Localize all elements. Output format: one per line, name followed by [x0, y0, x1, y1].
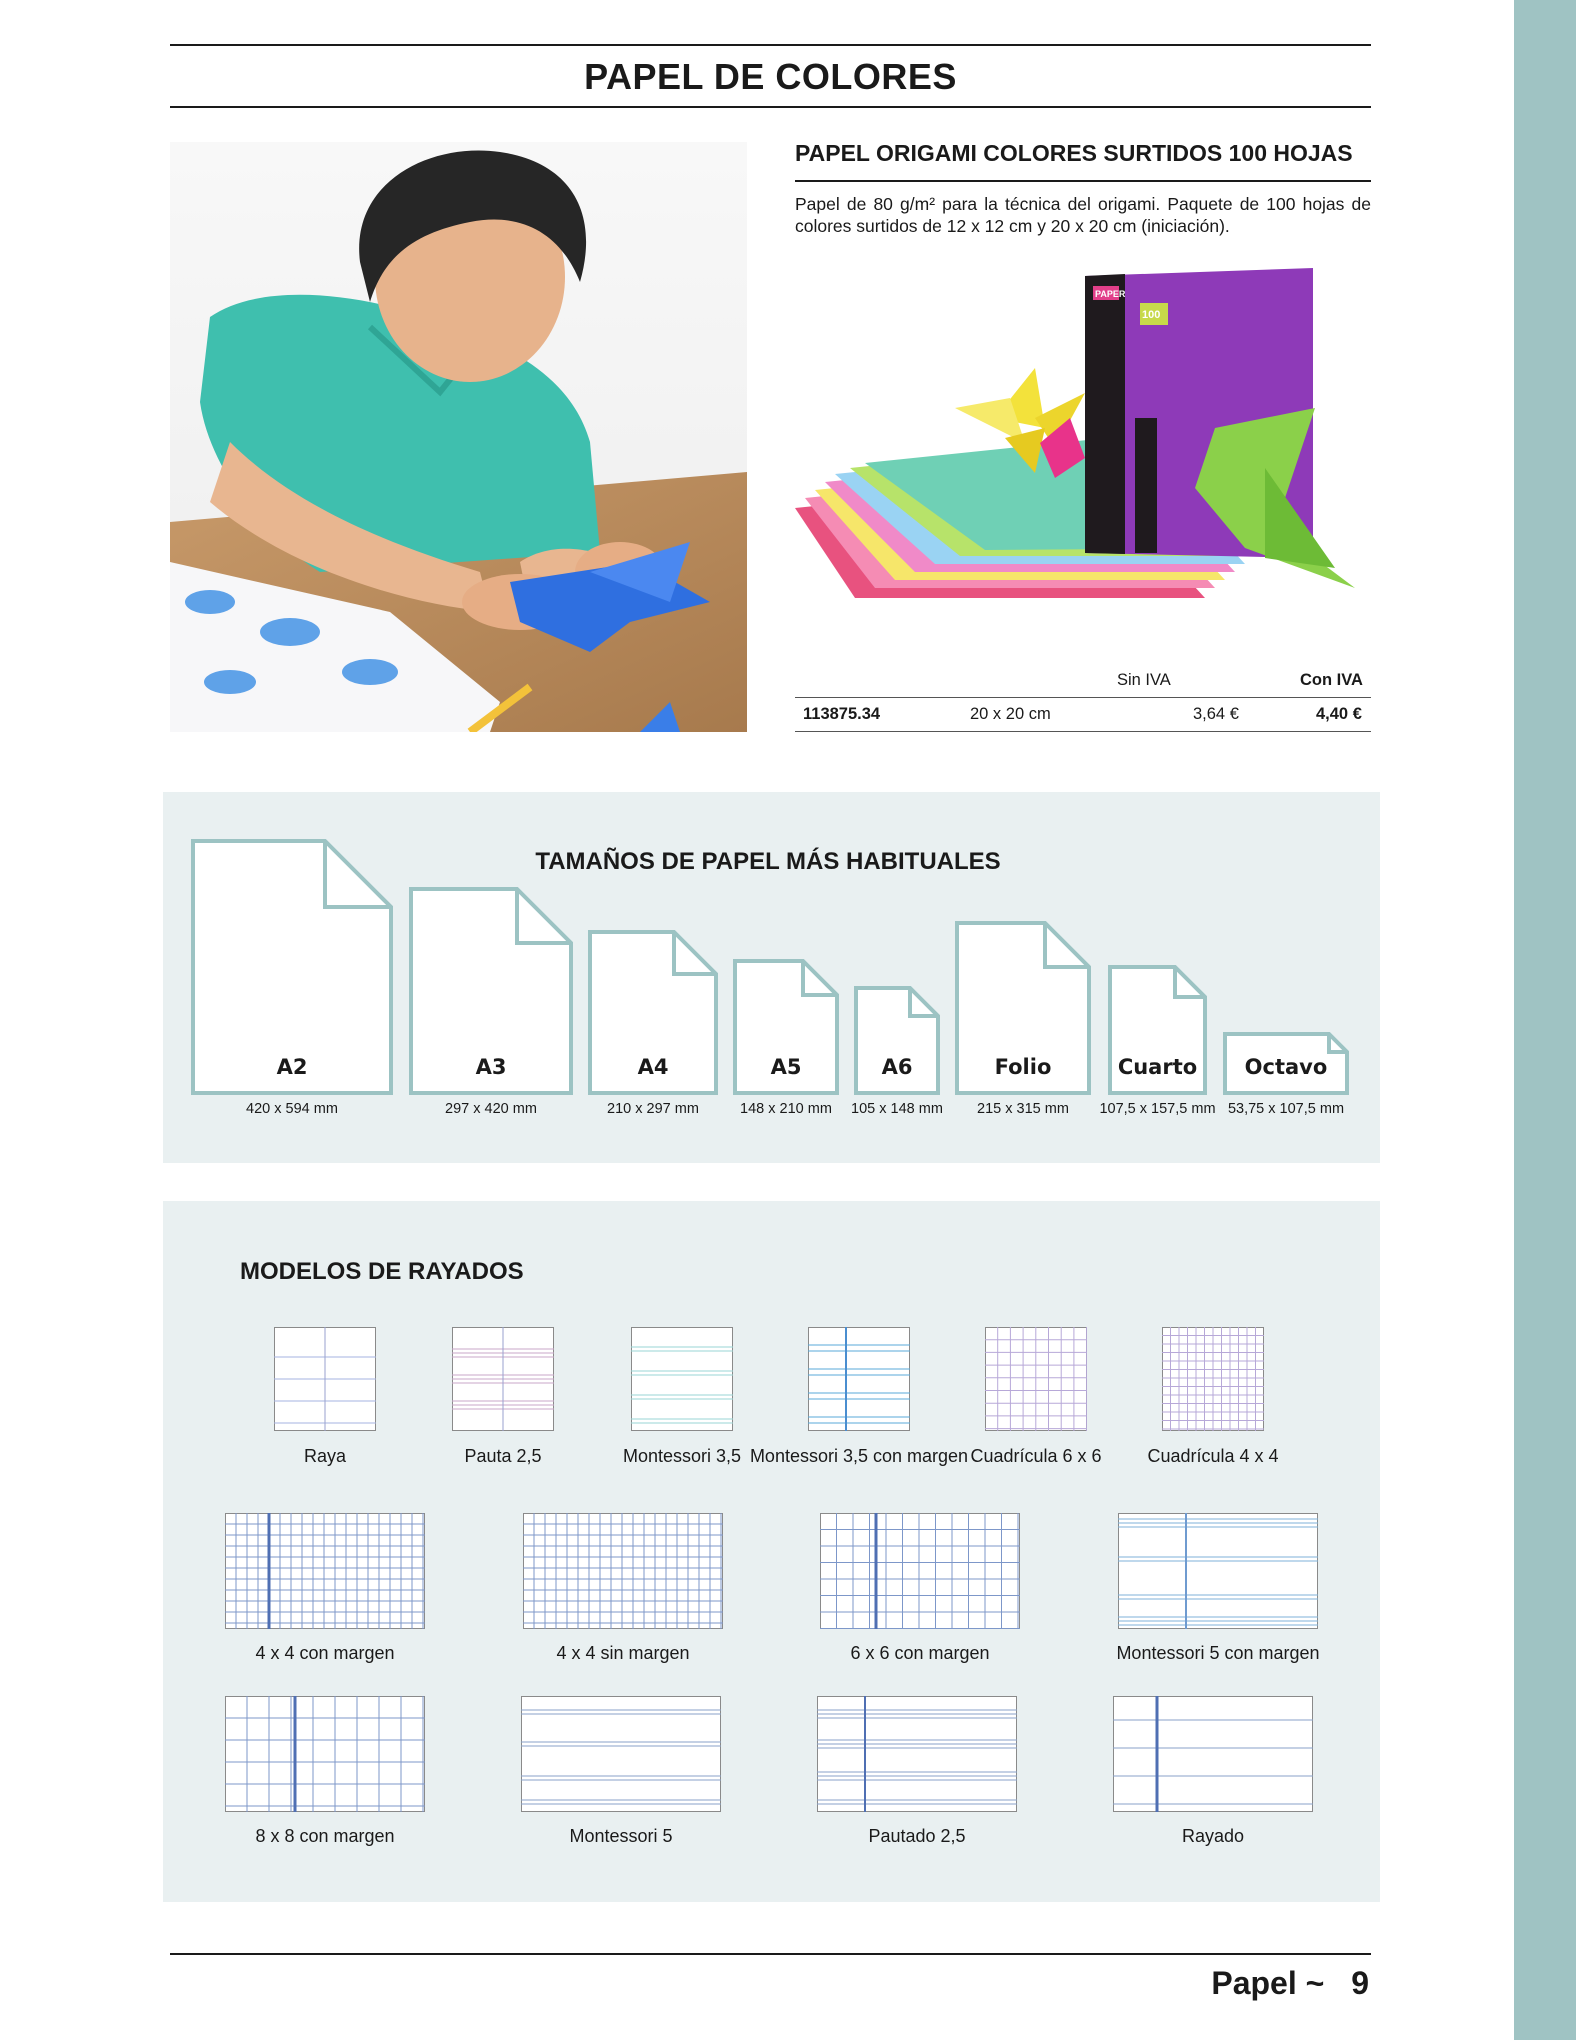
ruling-swatch — [631, 1327, 733, 1431]
header-rule-top — [170, 44, 1371, 46]
product-title-rule — [795, 180, 1371, 182]
paper-size-dimensions: 420 x 594 mm — [246, 1101, 338, 1117]
ruling-label: Cuadrícula 4 x 4 — [1147, 1446, 1279, 1466]
section-color-tab — [1514, 0, 1576, 2040]
footer-rule — [170, 1953, 1371, 1955]
ruling-label: Cuadrícula 6 x 6 — [970, 1446, 1102, 1466]
ruling-label: Pauta 2,5 — [464, 1446, 542, 1466]
paper-size-label: Folio — [994, 1055, 1052, 1079]
paper-size-dimensions: 148 x 210 mm — [740, 1101, 832, 1117]
models-section-title: MODELOS DE RAYADOS — [240, 1258, 524, 1285]
ruling-swatch — [521, 1696, 721, 1812]
paper-size-label: Cuarto — [1117, 1055, 1198, 1079]
ruling-swatch — [1162, 1327, 1264, 1431]
price-sin-iva: 3,64 € — [1193, 705, 1239, 723]
ruling-swatch — [452, 1327, 554, 1431]
ruling-label: Montessori 3,5 — [622, 1446, 742, 1466]
price-table-rule-top — [795, 697, 1371, 698]
ruling-label: Raya — [303, 1446, 347, 1466]
product-description: Papel de 80 g/m² para la técnica del origami. Paquete de 100 hojas de colores surtidos de 12 x 12 cm y 20 x 20 cm (iniciación). — [795, 194, 1371, 236]
ruling-swatch — [274, 1327, 376, 1431]
paper-size-label: Octavo — [1244, 1055, 1328, 1079]
paper-size-dimensions: 105 x 148 mm — [851, 1101, 943, 1117]
ruling-label: Rayado — [1181, 1826, 1245, 1846]
ruling-label: Montessori 5 con margen — [1116, 1643, 1320, 1663]
paper-size-label: A4 — [637, 1055, 669, 1079]
pack-count-label: 100 — [1142, 309, 1161, 321]
ruling-swatch — [985, 1327, 1087, 1431]
ruling-swatch — [523, 1513, 723, 1629]
sidebar-edge — [1486, 0, 1514, 2040]
paper-size-dimensions: 107,5 x 157,5 mm — [1099, 1101, 1216, 1117]
pack-brand-label: PAPER — [1095, 289, 1126, 299]
ruling-label: 8 x 8 con margen — [255, 1826, 395, 1846]
page-number: 9 — [1351, 1965, 1369, 2001]
price-con-iva: 4,40 € — [1316, 705, 1362, 723]
page-footer — [1211, 1965, 1369, 2002]
paper-size-dimensions: 215 x 315 mm — [977, 1101, 1069, 1117]
ruling-label: Montessori 5 — [569, 1826, 673, 1846]
price-table-rule-bottom — [795, 731, 1371, 732]
paper-size-dimensions: 297 x 420 mm — [445, 1101, 537, 1117]
ruling-swatch — [808, 1327, 910, 1431]
ruling-swatch — [1118, 1513, 1318, 1629]
paper-size-label: A3 — [475, 1055, 507, 1079]
paper-size-label: A2 — [276, 1055, 308, 1079]
header-rule-bottom — [170, 106, 1371, 108]
ruling-swatch — [225, 1696, 425, 1812]
ruling-label: 4 x 4 sin margen — [556, 1643, 690, 1663]
ruling-swatch — [820, 1513, 1020, 1629]
paper-size-dimensions: 210 x 297 mm — [607, 1101, 699, 1117]
paper-sheet-a6 — [853, 985, 941, 1096]
ruling-label: Montessori 3,5 con margen — [749, 1446, 969, 1466]
page-title: PAPEL DE COLORES — [584, 56, 957, 97]
sizes-section-title: TAMAÑOS DE PAPEL MÁS HABITUALES — [535, 848, 1001, 875]
price-header-con-iva: Con IVA — [1300, 671, 1363, 689]
footer-section-label: Papel ~ — [1211, 1965, 1325, 2001]
child-origami-photo — [170, 142, 747, 732]
price-header-sin-iva: Sin IVA — [1117, 671, 1171, 689]
ruling-swatch — [225, 1513, 425, 1629]
ruling-swatch — [817, 1696, 1017, 1812]
ruling-label: Pautado 2,5 — [868, 1826, 966, 1846]
product-title: PAPEL ORIGAMI COLORES SURTIDOS 100 HOJAS — [795, 140, 1353, 166]
product-reference: 113875.34 — [803, 705, 881, 723]
product-size: 20 x 20 cm — [970, 705, 1051, 723]
ruling-swatch — [1113, 1696, 1313, 1812]
paper-size-dimensions: 53,75 x 107,5 mm — [1227, 1101, 1345, 1117]
paper-size-label: A5 — [770, 1055, 802, 1079]
paper-size-label: A6 — [881, 1055, 913, 1079]
ruling-label: 6 x 6 con margen — [850, 1643, 990, 1663]
origami-pack-image — [795, 268, 1371, 628]
ruling-label: 4 x 4 con margen — [255, 1643, 395, 1663]
